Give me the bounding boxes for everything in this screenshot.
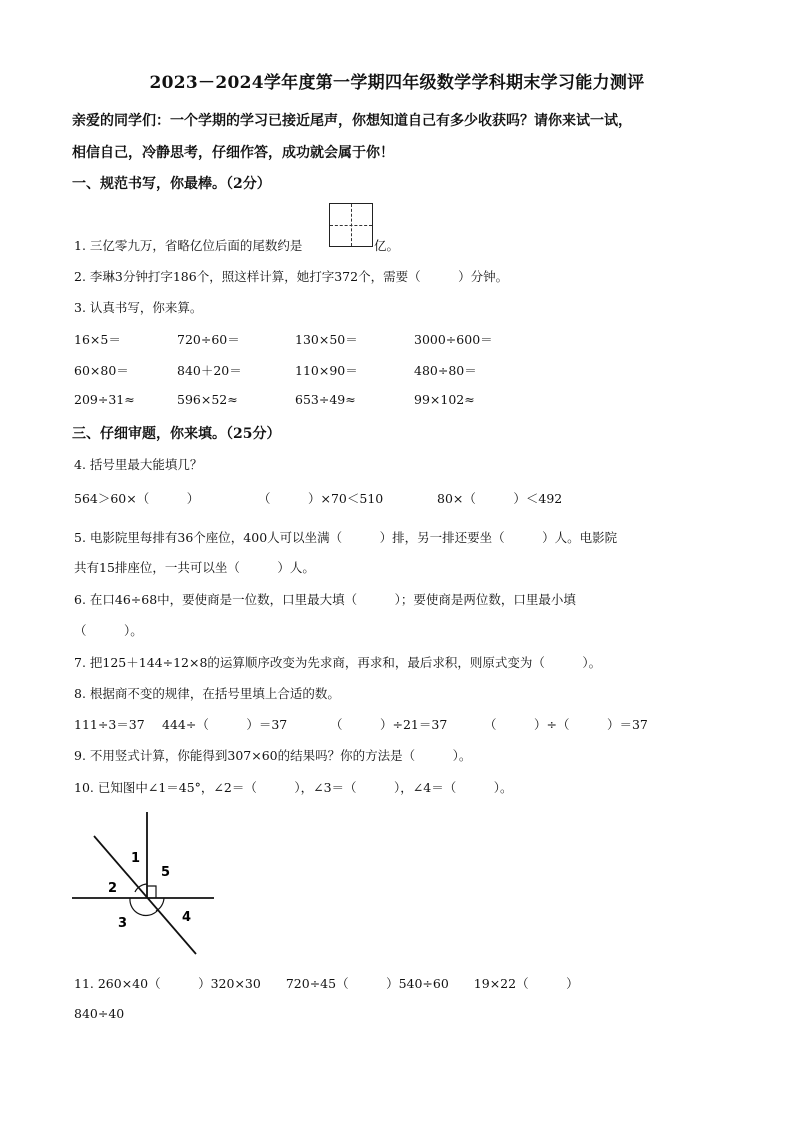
right-angle-mark — [147, 886, 156, 898]
calc-item: 720÷60＝ — [177, 332, 240, 347]
angle-label-2: 2 — [108, 881, 118, 896]
question-4: 4. 括号里最大能填几？ — [74, 457, 203, 472]
question-2: 2. 李琳3分钟打字186个，照这样计算，她打字372个，需要（ ）分钟。 — [74, 269, 509, 284]
q4-item: （ ）×70＜510 — [258, 491, 384, 506]
q4-item: 564＞60×（ ） — [74, 491, 200, 506]
intro-line-2: 相信自己，冷静思考，仔细作答，成功就会属于你！ — [72, 145, 394, 161]
calc-item: 130×50＝ — [295, 332, 358, 347]
calc-item: 840＋20＝ — [177, 363, 242, 378]
writing-grid-box[interactable] — [329, 203, 373, 247]
q4-item: 80×（ ）＜492 — [437, 491, 563, 506]
question-10: 10. 已知图中∠1＝45°，∠2＝（ ），∠3＝（ ），∠4＝（ ）。 — [74, 780, 513, 795]
page-title: 2023－2024学年度第一学期四年级数学学科期末学习能力测评 — [149, 73, 645, 93]
question-11-line-2: 840÷40 — [74, 1006, 125, 1021]
angle-label-4: 4 — [182, 910, 192, 925]
angle-label-1: 1 — [131, 851, 141, 866]
question-11-line-1: 11. 260×40（ ）320×30 720÷45（ ）540÷60 19×22（ ） — [74, 976, 579, 991]
calc-item: 209÷31≈ — [74, 392, 135, 407]
question-6-line-1: 6. 在口46÷68中，要使商是一位数，口里最大填（ ）；要使商是两位数，口里最小填 — [74, 592, 576, 607]
question-1-text: 1. 三亿零九万，省略亿位后面的尾数约是 — [74, 238, 303, 253]
calc-item: 480÷80＝ — [414, 363, 477, 378]
grid-horizontal-guide — [330, 225, 372, 226]
calc-item: 60×80＝ — [74, 363, 129, 378]
question-6-line-2: （ ）。 — [74, 623, 143, 638]
calc-item: 653÷49≈ — [295, 392, 356, 407]
angle-figure — [68, 808, 218, 958]
section-3-heading: 三、仔细审题，你来填。（25分） — [72, 426, 281, 442]
question-5-line-2: 共有15排座位，一共可以坐（ ）人。 — [74, 560, 315, 575]
intro-line-1: 亲爱的同学们：一个学期的学习已接近尾声，你想知道自己有多少收获吗？请你来试一试， — [72, 113, 632, 129]
q8-item: （ ）÷21＝37 — [330, 717, 448, 732]
angle-label-3: 3 — [118, 916, 128, 931]
q8-item: 111÷3＝37 — [74, 717, 145, 732]
question-5-line-1: 5. 电影院里每排有36个座位，400人可以坐满（ ）排，另一排还要坐（ ）人。电影院 — [74, 530, 618, 545]
calc-item: 3000÷600＝ — [414, 332, 493, 347]
calc-item: 596×52≈ — [177, 392, 238, 407]
calc-item: 110×90＝ — [295, 363, 358, 378]
angle-label-5: 5 — [161, 865, 171, 880]
q8-item: （ ）÷（ ）＝37 — [484, 717, 648, 732]
question-8: 8. 根据商不变的规律，在括号里填上合适的数。 — [74, 686, 340, 701]
calc-item: 16×5＝ — [74, 332, 121, 347]
calc-item: 99×102≈ — [414, 392, 475, 407]
angle-3-arc — [130, 898, 158, 915]
question-9: 9. 不用竖式计算，你能得到307×60的结果吗？你的方法是（ ）。 — [74, 748, 472, 763]
question-1-unit: 亿。 — [374, 238, 400, 253]
question-7: 7. 把125＋144÷12×8的运算顺序改变为先求商，再求和，最后求积，则原式变为（ ）。 — [74, 655, 602, 670]
q8-item: 444÷（ ）＝37 — [162, 717, 288, 732]
section-1-heading: 一、规范书写，你最棒。（2分） — [72, 176, 271, 192]
question-3: 3. 认真书写，你来算。 — [74, 300, 203, 315]
